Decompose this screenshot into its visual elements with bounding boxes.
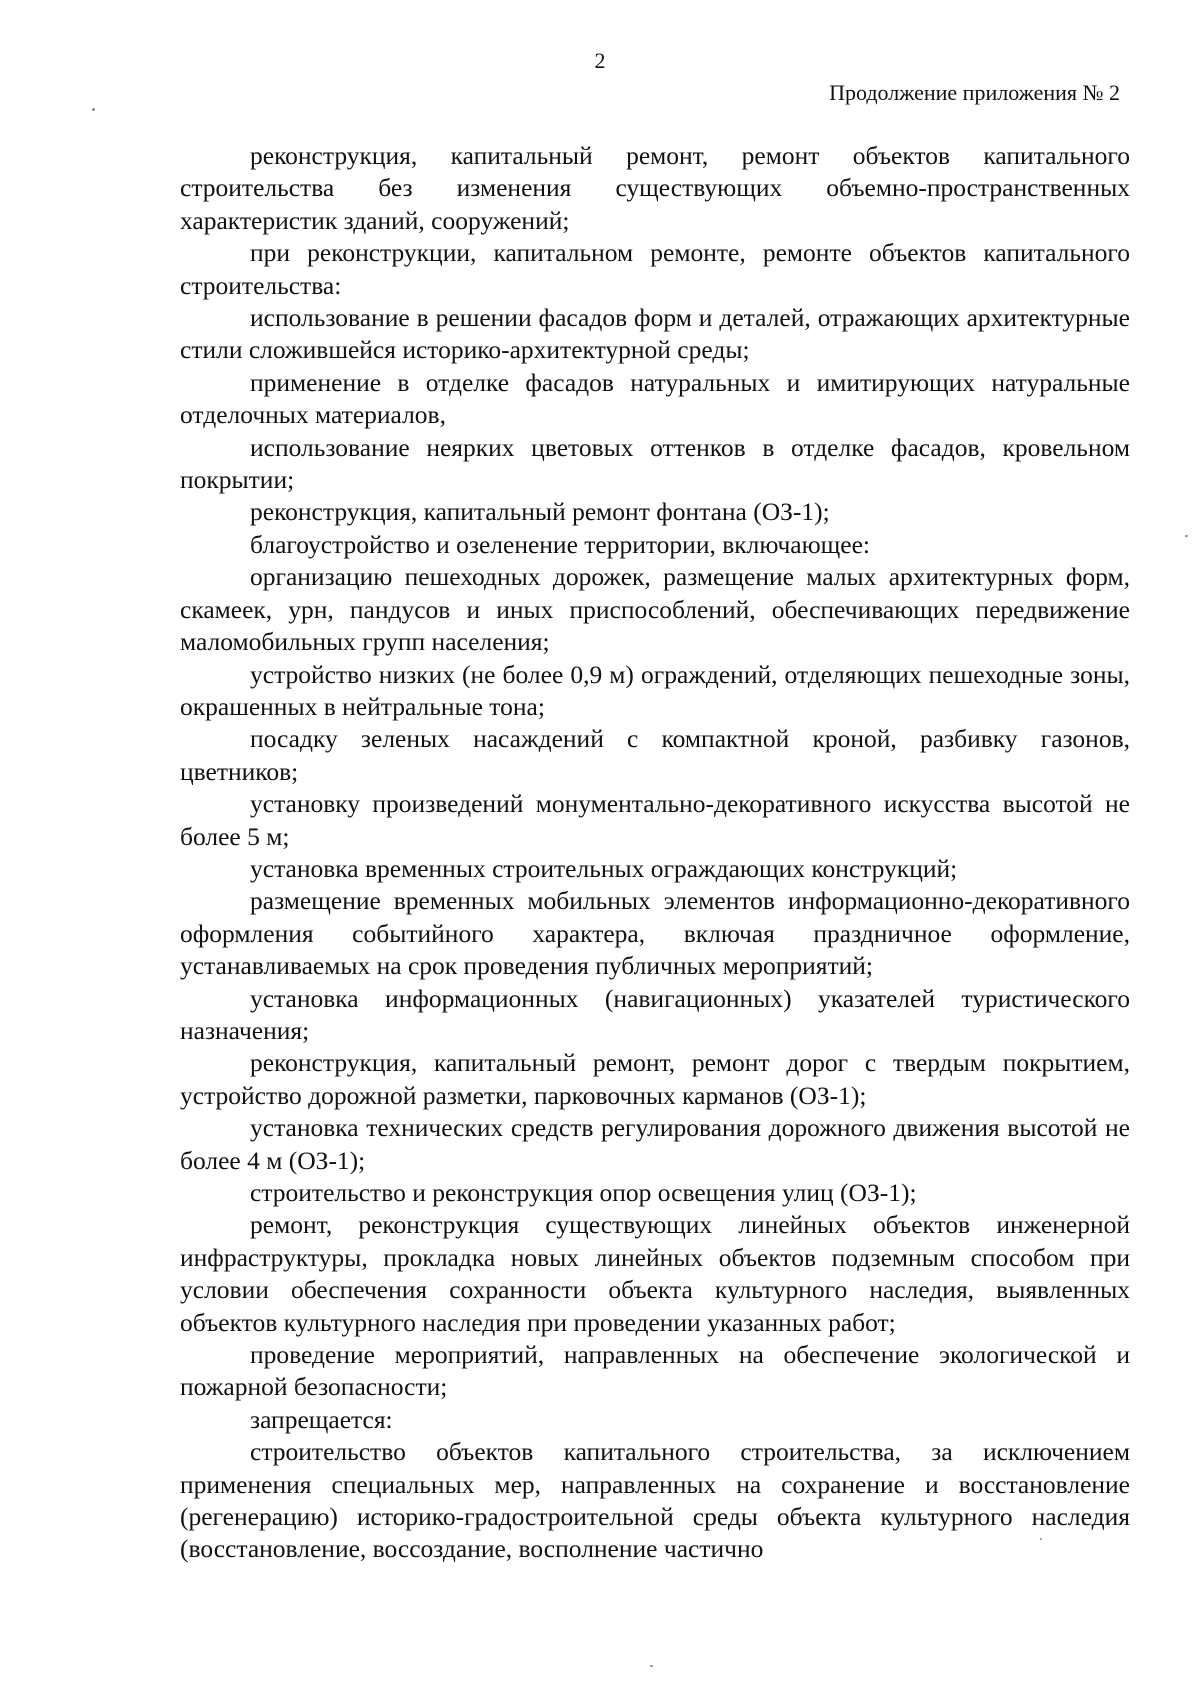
paragraph-during-reconstruction: при реконструкции, капитальном ремонте, ремонте объектов капитального строительства: [180,238,1130,300]
paragraph-muted-colors: использование неярких цветовых оттенков в отделке фасадов, кровельном покрытии; [180,432,1130,495]
paragraph-construction-prohibition: строительство объектов капитального строительства, за исключением применения специальных мер, направленных на сохранение и восстановление (регенерацию) историко-градостроительной среды объекта культурного наследия (восстановление, воссоздание, восполнение частично [180,1437,1130,1564]
paragraph-engineering-infrastructure: ремонт, реконструкция существующих линейных объектов инженерной инфраструктуры, прокладка новых линейных объектов подземным способом при условии обеспечения сохранности объекта культурного наследия, выявленных объектов культурного наследия при проведении указанных работ; [180,1210,1130,1337]
paragraph-road-repair: реконструкция, капитальный ремонт, ремонт дорог с твердым покрытием, устройство дорожной разметки, парковочных карманов (ОЗ-1); [180,1048,1130,1110]
paragraph-tourist-signs: установка информационных (навигационных) указателей туристического назначения; [180,983,1130,1045]
paragraph-safety-measures: проведение мероприятий, направленных на обеспечение экологической и пожарной безопасности; [180,1340,1130,1402]
scan-speck [650,1665,653,1667]
paragraph-green-planting: посадку зеленых насаждений с компактной кроной, разбивку газонов, цветников; [180,724,1130,786]
paragraph-pedestrian-paths: организацию пешеходных дорожек, размещение малых архитектурных форм, скамеек, урн, пандусов и иных приспособлений, обеспечивающих передвижение маломобильных групп населения; [180,562,1130,657]
appendix-continuation-label: Продолжение приложения № 2 [829,80,1120,105]
paragraph-low-fences: устройство низких (не более 0,9 м) ограждений, отделяющих пешеходные зоны, окрашенных в нейтральные тона; [180,659,1130,721]
paragraph-prohibited-heading: запрещается: [250,1404,393,1434]
paragraph-natural-materials: применение в отделке фасадов натуральных и имитирующих натуральные отделочных материалов, [180,367,1130,430]
paragraph-street-lighting: строительство и реконструкция опор освещения улиц (ОЗ-1); [250,1178,917,1207]
page-number: 2 [594,48,606,73]
paragraph-temporary-fences: установка временных строительных ограждающих конструкций; [250,853,958,883]
paragraph-traffic-control: установка технических средств регулирования дорожного движения высотой не более 4 м (ОЗ-1); [180,1113,1130,1175]
scan-speck [92,108,95,111]
paragraph-facade-forms: использование в решении фасадов форм и деталей, отражающих архитектурные стили сложившейся историко-архитектурной среды; [180,303,1130,365]
document-body [180,140,1130,1566]
paragraph-reconstruction-general: реконструкция, капитальный ремонт, ремонт объектов капитального строительства без изменения существующих объемно-пространственных характеристик зданий, сооружений; [180,141,1130,235]
paragraph-monumental-art: установку произведений монументально-декоративного искусства высотой не более 5 м; [180,789,1130,851]
scan-speck [1040,1538,1042,1540]
paragraph-event-decoration: размещение временных мобильных элементов информационно-декоративного оформления событийного характера, включая праздничное оформление, устанавливаемых на срок проведения публичных мероприятий; [180,886,1130,981]
paragraph-landscaping: благоустройство и озеленение территории, включающее: [250,529,871,559]
scan-speck [1185,535,1188,537]
paragraph-fountain-repair: реконструкция, капитальный ремонт фонтана (ОЗ-1); [250,497,830,527]
